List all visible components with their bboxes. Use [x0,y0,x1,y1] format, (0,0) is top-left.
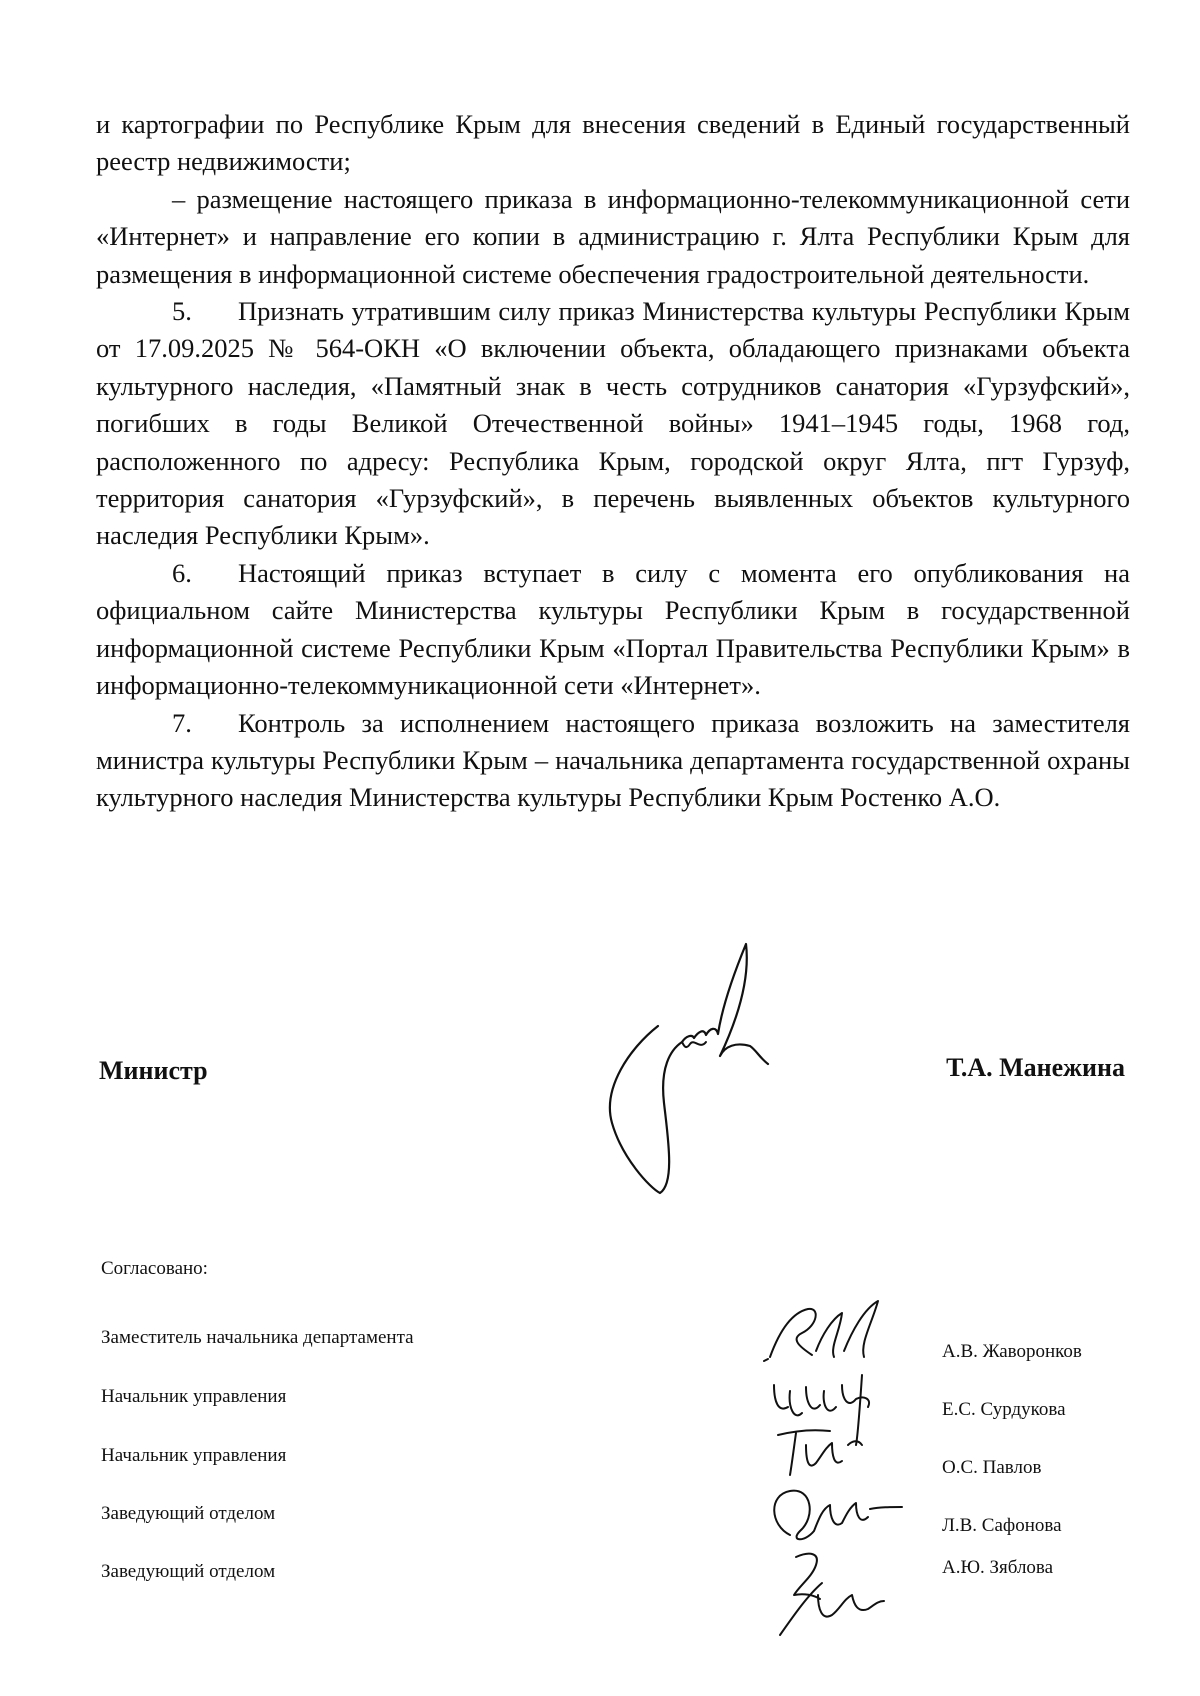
paragraph-6 [96,555,1130,705]
paragraph-5-text: Признать утратившим силу приказ Министерства культуры Республики Крым от 17.09.2025 № 564-ОКН «О включении объекта, обладающего признаками объекта культурного наследия, «Памятный знак в честь сотрудников санатория «Гурзуфский», погибших в годы Великой Отечественной войны» 1941–1945 годы, 1968 год, расположенного по адресу: Республика Крым, городской округ Ялта, пгт Гурзуф, территория санатория «Гурзуфский», в перечень выявленных объектов культурного наследия Республики Крым». [96,296,1130,551]
paragraph-7-number: 7. [172,707,192,738]
approval-name-3: О.С. Павлов [942,1457,1042,1478]
approval-position-3: Начальник управления [101,1445,287,1466]
approval-name-1: А.В. Жаворонков [942,1341,1082,1362]
paragraph-4-item-publication: – размещение настоящего приказа в информационно-телекоммуникационной сети «Интернет» и направление его копии в администрацию г. Ялта Республики Крым для размещения в информационной системе обеспечения градостроительной деятельности. [96,183,1130,289]
approval-position-5: Заведующий отделом [101,1561,276,1582]
paragraph-5 [96,293,1130,555]
approval-position-1: Заместитель начальника департамента [101,1327,414,1348]
signer-role: Министр [99,1056,208,1085]
approval-signatures-icon [760,1295,940,1640]
approvals-title: Согласовано: [101,1258,208,1279]
paragraph-4-continuation: и картографии по Республике Крым для внесения сведений в Единый государственный реестр недвижимости; [96,109,1130,177]
paragraph-7-text: Контроль за исполнением настоящего приказа возложить на заместителя министра культуры Республики Крым – начальника департамента государственной охраны культурного наследия Министерства культуры Республики Крым Ростенко А.О. [96,707,1130,813]
order-body [96,106,1130,817]
paragraph-6-text: Настоящий приказ вступает в силу с момента его опубликования на официальном сайте Министерства культуры Республики Крым в государственной информационной системе Республики Крым «Портал Правительства Республики Крым» в информационно-телекоммуникационной сети «Интернет». [96,557,1130,701]
approval-name-4: Л.В. Сафонова [942,1515,1062,1536]
approval-name-5: А.Ю. Зяблова [942,1557,1054,1578]
paragraph-7 [96,705,1130,817]
signer-name: Т.А. Манежина [946,1053,1125,1082]
minister-signature-icon [600,938,770,1198]
approval-position-4: Заведующий отделом [101,1503,276,1524]
approval-name-2: Е.С. Сурдукова [942,1399,1066,1420]
paragraph-6-number: 6. [172,557,192,588]
approval-position-2: Начальник управления [101,1386,287,1407]
paragraph-5-number: 5. [172,296,192,327]
